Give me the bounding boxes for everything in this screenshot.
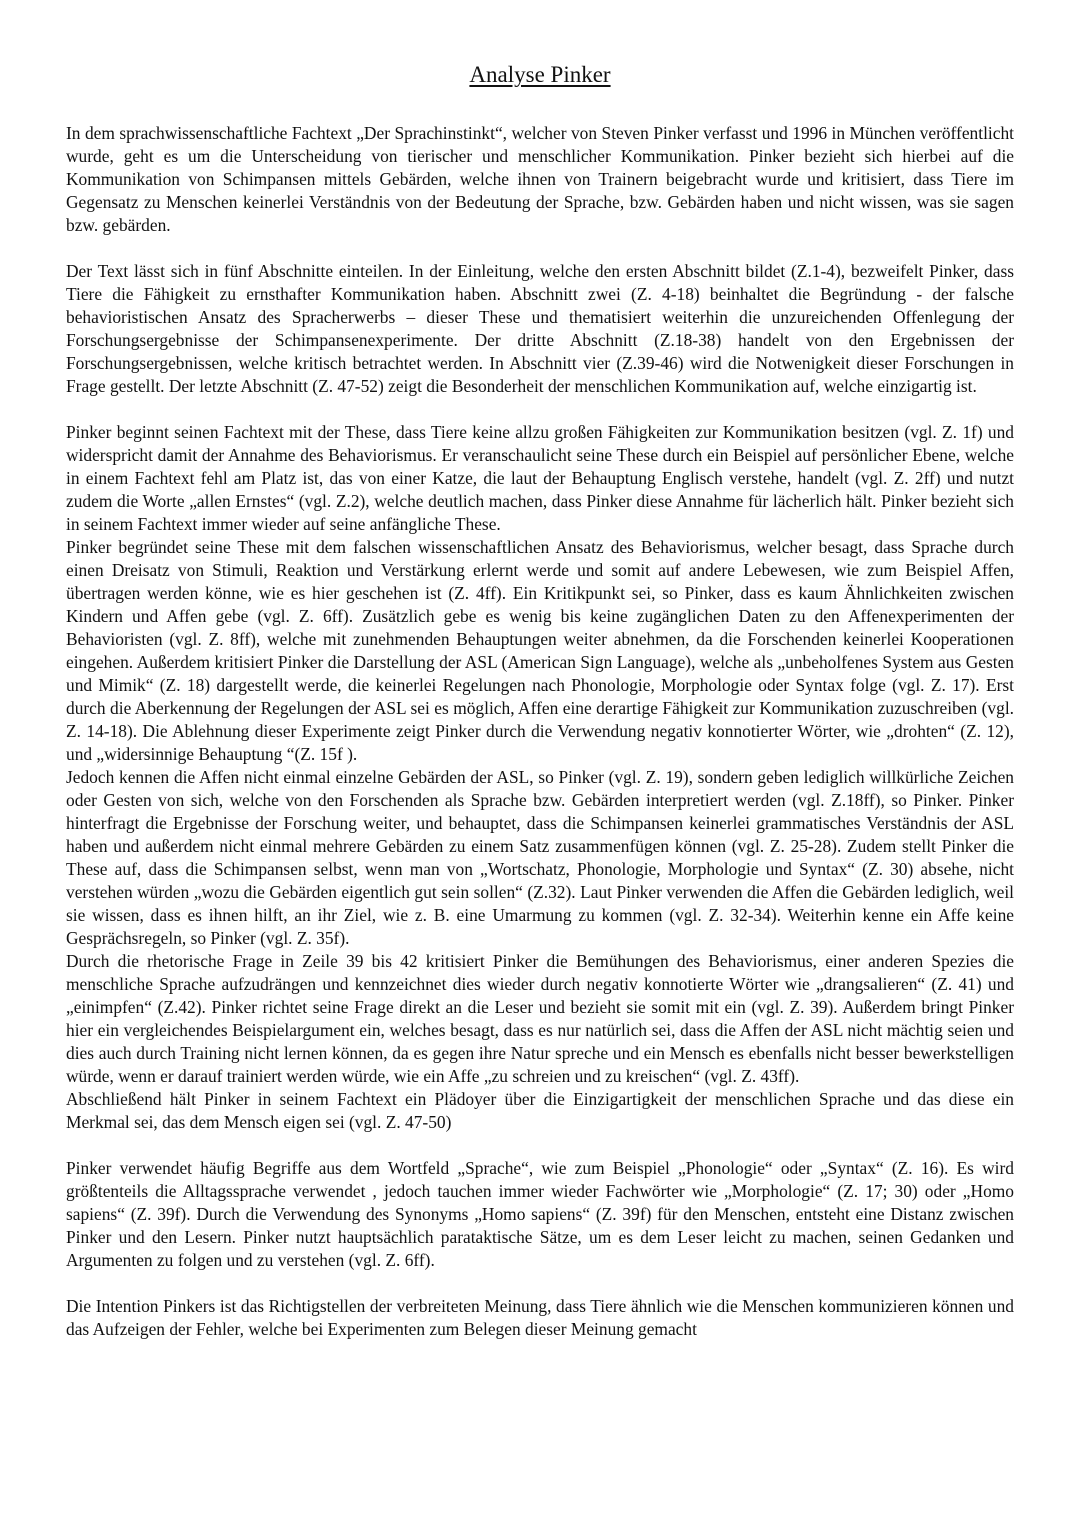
paragraph-introduction: In dem sprachwissenschaftliche Fachtext „Der Sprachinstinkt“, welcher von Steven Pinker verfasst und 1996 in München veröffentlicht wurde, geht es um die Unterscheidung von tierischer und menschlicher Kommunikation. Pinker bezieht sich hierbei auf die Kommunikation von Schimpansen mittels Gebärden, welche ihnen von Trainern beigebracht wurde und kritisiert, dass Tiere im Gegensatz zu Menschen keinerlei Verständnis von der Bedeutung der Sprache, bzw. Gebärden haben und nicht wissen, was sie sagen bzw. gebärden. — [66, 123, 1014, 235]
paragraph-behaviorism: Pinker begründet seine These mit dem falschen wissenschaftlichen Ansatz des Behaviorismus, welcher besagt, dass Sprache durch einen Dreisatz von Stimuli, Reaktion und Verstärkung erlernt werde und somit auf andere Lebewesen, wie zum Beispiel Affen, übertragen werden könne, wie es hier geschehen ist (Z. 4ff). Ein Kritikpunkt sei, so Pinker, dass es kaum Ähnlichkeiten zwischen Kindern und Affen gebe (vgl. Z. 6ff). Zusätzlich gebe es wenig bis keine zugänglichen Daten zu den Affenexperimenten der Behavioristen (vgl. Z. 8ff), welche mit zunehmenden Behauptungen weiter abnehmen, da die Forschenden keinerlei Kooperationen eingehen. Außerdem kritisiert Pinker die Darstellung der ASL (American Sign Language), welche als „unbeholfenes System aus Gesten und Mimik“ (Z. 18) dargestellt werde, die keinerlei Regelungen nach Phonologie, Morphologie oder Syntax folge (vgl. Z. 17). Erst durch die Aberkennung der Regelungen der ASL sei es möglich, Affen eine derartige Fähigkeit zur Kommunikation zuzuschreiben (vgl. Z. 14-18). Die Ablehnung dieser Experimente zeigt Pinker durch die Verwendung negativ konnotierter Wörter, wie „drohten“ (Z. 12), und „widersinnige Behauptung “(Z. 15f ). — [66, 537, 1014, 764]
paragraph-intention: Die Intention Pinkers ist das Richtigstellen der verbreiteten Meinung, dass Tiere ähnlich wie die Menschen kommunizieren können und das Aufzeigen der Fehler, welche bei Experimenten zum Belegen dieser Meinung gemacht — [66, 1296, 1014, 1339]
paragraph-rhetorical-question: Durch die rhetorische Frage in Zeile 39 bis 42 kritisiert Pinker die Bemühungen des Behaviorismus, einer anderen Spezies die menschliche Sprache aufzudrängen und kennzeichnet dies wieder durch negativ konnotierte Wörter wie „drangsalieren“ (Z. 41) und „einimpfen“ (Z.42). Pinker richtet seine Frage direkt an die Leser und bezieht sie somit mit ein (vgl. Z. 39). Außerdem bringt Pinker hier ein vergleichendes Beispielargument ein, welches besagt, dass es nur natürlich sei, dass die Affen der ASL nicht mächtig seien und dies auch durch Training nicht lernen können, da es gegen ihre Natur spreche und ein Mensch es ebenfalls nicht besser bewerkstelligen würde, wenn er darauf trainiert werden würde, wie ein Affe „zu schreien und zu kreischen“ (vgl. Z. 43ff). — [66, 951, 1014, 1086]
paragraph-language-analysis: Pinker verwendet häufig Begriffe aus dem Wortfeld „Sprache“, wie zum Beispiel „Phonologie“ oder „Syntax“ (Z. 16). Es wird größtenteils die Alltagssprache verwendet , jedoch tauchen immer wieder Fachwörter wie „Morphologie“ (Z. 17; 30) oder „Homo sapiens“ (Z. 39f). Durch die Verwendung des Synonyms „Homo sapiens“ (Z. 39f) für den Menschen, entsteht eine Distanz zwischen Pinker und den Lesern. Pinker nutzt hauptsächlich parataktische Sätze, um es dem Leser leicht zu machen, seinen Gedanken und Argumenten zu folgen und zu verstehen (vgl. Z. 6ff). — [66, 1158, 1014, 1270]
page-title: Analyse Pinker — [469, 62, 611, 87]
paragraph-thesis: Pinker beginnt seinen Fachtext mit der These, dass Tiere keine allzu großen Fähigkeiten zur Kommunikation besitzen (vgl. Z. 1f) und widerspricht damit der Annahme des Behaviorismus. Er veranschaulicht seine These durch ein Beispiel auf persönlicher Ebene, welche in einem Fachtext fehl am Platz ist, das von einer Katze, die laut der Behauptung Englisch verstehe, handelt (vgl. Z. 2ff) und nutzt zudem die Worte „allen Ernstes“ (vgl. Z.2), welche deutlich machen, dass Pinker diese Annahme für lächerlich hält. Pinker bezieht sich in seinem Fachtext immer wieder auf seine anfängliche These. — [66, 422, 1014, 534]
paragraph-structure: Der Text lässt sich in fünf Abschnitte einteilen. In der Einleitung, welche den ersten Abschnitt bildet (Z.1-4), bezweifelt Pinker, dass Tiere die Fähigkeit zu ernsthafter Kommunikation haben. Abschnitt zwei (Z. 4-18) beinhaltet die Begründung - der falsche behavioristischen Ansatz des Spracherwerbs – dieser These und thematisiert weiterhin die unzureichenden Offenlegung der Forschungsergebnisse der Schimpansenexperimente. Der dritte Abschnitt (Z.18-38) handelt von den Ergebnissen der Forschungsergebnissen, welche kritisch betrachtet werden. In Abschnitt vier (Z.39-46) wird die Notwenigkeit dieser Forschungen in Frage gestellt. Der letzte Abschnitt (Z. 47-52) zeigt die Besonderheit der menschlichen Kommunikation auf, welche einzigartig ist. — [66, 261, 1014, 396]
paragraph-asl-gestures: Jedoch kennen die Affen nicht einmal einzelne Gebärden der ASL, so Pinker (vgl. Z. 19), sondern geben lediglich willkürliche Zeichen oder Gesten von sich, welche von den Forschenden als Sprache bzw. Gebärden interpretiert werden (vgl. Z.18ff), so Pinker. Pinker hinterfragt die Ergebnisse der Forschung weiter, und behauptet, dass die Schimpansen keinerlei grammatisches Verständnis der ASL haben und außerdem nicht einmal mehrere Gebärden zu einem Satz zusammenfügen können (vgl. Z. 25-28). Zudem stellt Pinker die These auf, dass die Schimpansen selbst, wenn man von „Wortschatz, Phonologie, Morphologie und Syntax“ (Z. 30) absehe, nicht verstehen würden „wozu die Gebärden eigentlich gut sein sollen“ (Z.32). Laut Pinker verwenden die Affen die Gebärden lediglich, weil sie wissen, dass es ihnen hilft, an ihr Ziel, wie z. B. eine Umarmung zu kommen (vgl. Z. 32-34). Weiterhin kenne ein Affe keine Gesprächsregeln, so Pinker (vgl. Z. 35f). — [66, 767, 1014, 948]
paragraph-conclusion-plea: Abschließend hält Pinker in seinem Fachtext ein Plädoyer über die Einzigartigkeit der menschlichen Sprache und das diese ein Merkmal sei, das dem Mensch eigen sei (vgl. Z. 47-50) — [66, 1089, 1014, 1132]
